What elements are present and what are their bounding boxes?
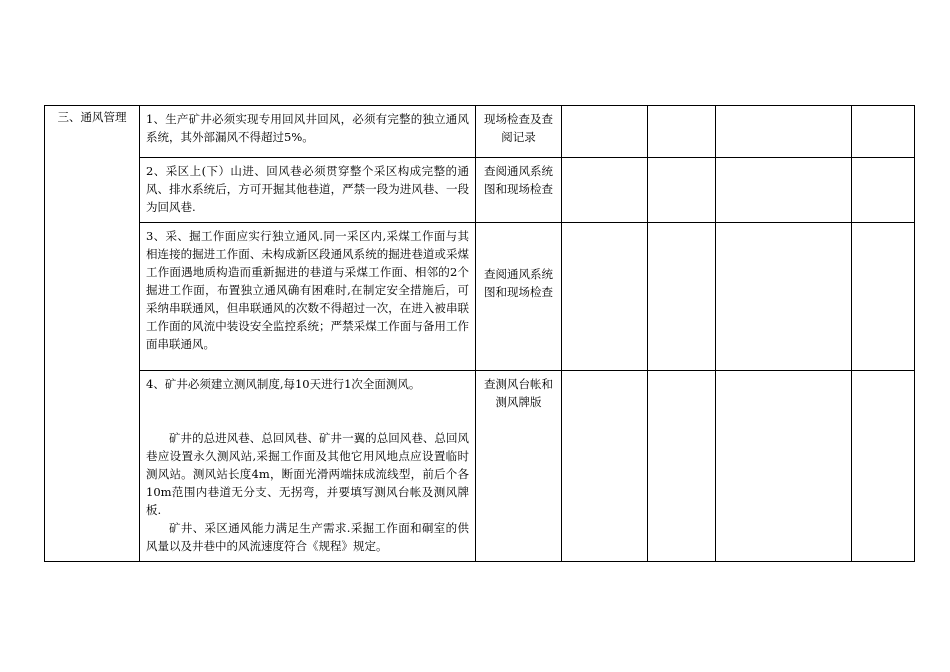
content-text: 4、矿井必须建立测风制度,每10天进行1次全面测风。 bbox=[146, 377, 421, 391]
empty-cell bbox=[852, 223, 915, 371]
method-text: 查测风台帐和测风牌版 bbox=[484, 377, 553, 409]
content-text: 3、采、掘工作面应实行独立通风.同一采区内,采煤工作面与其相连接的掘进工作面、未构成新区段通风系统的掘进巷道或采煤工作面遇地质构造而重新掘进的巷道与采煤工作面、相邻的2个掘进工作面，布置独立通风确有困难时,在制定安全措施后，可采纳串联通风，但串联通风的次数不得超过一次，在进入被串联工作面的风流中装设安全监控系统；严禁采煤工作面与备用工作面串联通风。 bbox=[146, 229, 469, 351]
category-cell bbox=[45, 106, 140, 562]
empty-cell bbox=[562, 223, 648, 371]
method-cell bbox=[476, 223, 562, 371]
content-text: 矿井、采区通风能力满足生产需求.采掘工作面和硐室的供风量以及井巷中的风流速度符合《规程》规定。 bbox=[146, 521, 469, 553]
empty-cell bbox=[648, 106, 716, 158]
empty-cell bbox=[852, 158, 915, 223]
table-row bbox=[45, 223, 915, 371]
method-cell bbox=[476, 371, 562, 562]
empty-cell bbox=[648, 223, 716, 371]
content-text: 矿井的总进风巷、总回风巷、矿井一翼的总回风巷、总回风巷应设置永久测风站,采掘工作面及其他它用风地点应设置临时测风站。测风站长度4m，断面光滑两端抹成流线型，前后个各10m范围内巷道无分支、无拐弯，并要填写测风台帐及测风牌板. bbox=[146, 431, 469, 517]
empty-cell bbox=[716, 371, 852, 562]
content-cell bbox=[140, 371, 476, 562]
empty-cell bbox=[562, 158, 648, 223]
content-cell bbox=[140, 158, 476, 223]
content-cell bbox=[140, 106, 476, 158]
content-text: 1、生产矿井必须实现专用回风井回风，必须有完整的独立通风系统，其外部漏风不得超过5%。 bbox=[146, 112, 469, 144]
method-cell bbox=[476, 106, 562, 158]
table-row bbox=[45, 158, 915, 223]
empty-cell bbox=[852, 371, 915, 562]
category-label: 三、通风管理 bbox=[57, 110, 127, 124]
method-text: 查阅通风系统图和现场检查 bbox=[484, 267, 553, 299]
method-cell bbox=[476, 158, 562, 223]
empty-cell bbox=[716, 223, 852, 371]
empty-cell bbox=[716, 158, 852, 223]
method-text: 现场检查及查阅记录 bbox=[484, 112, 553, 144]
empty-cell bbox=[648, 158, 716, 223]
content-text: 2、采区上(下）山进、回风巷必须贯穿整个采区构成完整的通风、排水系统后，方可开掘其他巷道，严禁一段为进风巷、一段为回风巷. bbox=[146, 164, 469, 214]
table-row bbox=[45, 371, 915, 562]
inspection-table bbox=[44, 105, 915, 562]
empty-cell bbox=[648, 371, 716, 562]
empty-cell bbox=[562, 371, 648, 562]
empty-cell bbox=[852, 106, 915, 158]
empty-cell bbox=[562, 106, 648, 158]
table-row bbox=[45, 106, 915, 158]
empty-cell bbox=[716, 106, 852, 158]
method-text: 查阅通风系统图和现场检查 bbox=[484, 164, 553, 196]
content-cell bbox=[140, 223, 476, 371]
